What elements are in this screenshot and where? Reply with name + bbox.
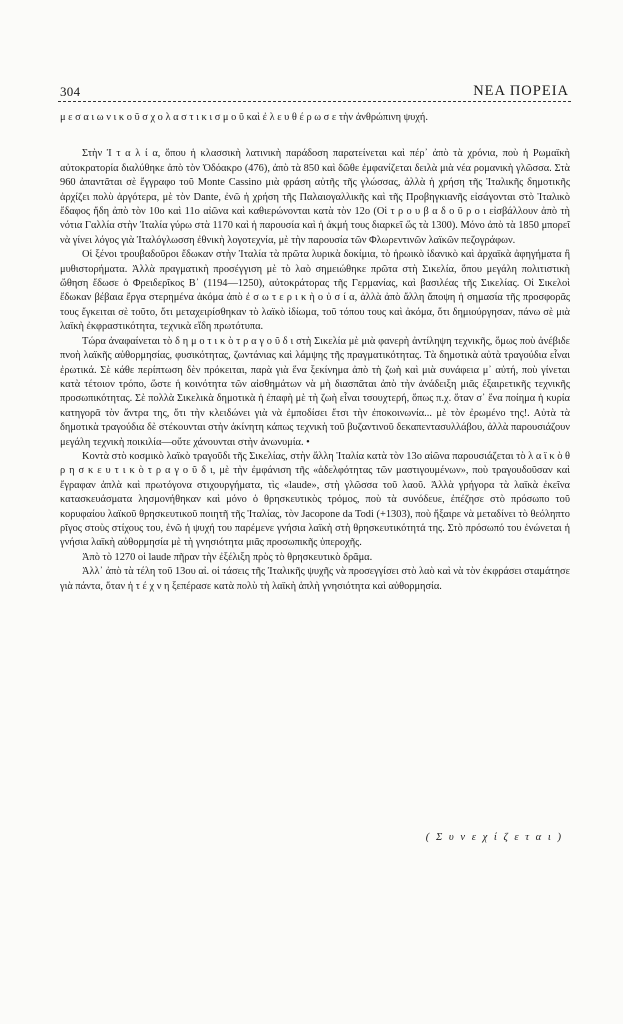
paragraph-troubadours: Οἱ ξένοι τρουβαδοῦροι ἔδωκαν στὴν Ἰταλία τὰ πρῶτα λυρικὰ δοκίμια, τὸ ἡρωικὸ ἰδανικὸ καὶ ἀρχαϊκὰ ἀφηγήματα ἢ μυθιστορήματα. Ἀλλὰ πραγματικὴ προσέγγιση μὲ τὸ λαὸ σημειώθηκε πρῶτα στὴ Σικελία, ὅπου μεγάλη πολιτιστικὴ ὤθηση ἔδωσε ὁ Φρειδερῖκος Β᾿ (1194—1250), αὐτοκράτορας τῆς Γερμανίας, καὶ βασιλέας τῆς Σικελίας. Οἱ Σικελοὶ ἔδωκαν βέβαια ἔργα στερημένα ἀκόμα ἀπὸ ἐ σ ω τ ε ρ ι κ ὴ ο ὐ σ ί α, ἀλλὰ ἀπὸ ἄλλη ἄποψη ἡ σημασία τῆς προσφορᾶς τους ἔγκειται σὲ τοῦτο, ὅτι μεταχειρίσθηκαν τὸ λαϊκὸ ἰδίωμα, τοῦ τόπου τους καὶ ἀκόμα, ὅτι δημιούργησαν, πάνω σὲ μιὰ λαϊκὴ ἐκφραστικότητα, τεχνικὰ εἴδη πρωτότυπα. [60, 249, 570, 333]
paragraph-religious-song: Κοντὰ στὸ κοσμικὸ λαϊκὸ τραγοῦδι τῆς Σικελίας, στὴν ἄλλη Ἰταλία κατὰ τὸν 13ο αἰῶνα παρουσιάζεται τὸ λ α ϊ κ ὸ θ ρ η σ κ ε υ τ ι κ ὸ τ ρ α γ ο ῦ δ ι, μὲ τὴν ἐμφάνιση τῆς «ἀδελφότητας τῶν μαστιγουμένων», ποὺ τραγουδοῦσαν καὶ ἔγραφαν ἁπλὰ καὶ πρωτόγονα στιχουργήματα, τὶς «laude», στὴ γλῶσσα τοῦ λαοῦ. Ἀλλὰ γρήγορα τὰ λαϊκὰ ἐκεῖνα κατασκευάσματα λησμονήθηκαν καὶ μόνο ὁ θρησκευτικὸς τρόμος, ποὺ τὰ συνόδευε, ἐπέζησε στὸ πρόσωπο τοῦ κορυφαίου λαϊκοῦ θρησκευτικοῦ ποιητῆ τῆς Ἰταλίας, τὸν Jacopone da Todi (+1303), ποὺ ἤξαιρε νὰ μεταδίνει τὸ θεόληπτο ρῖγος στοὺς στίχους του, ἐνῶ ἡ ψυχή του παρέμενε γνήσια λαϊκὴ στὴ θρησκευτικότητά της. Στὸ πρόσωπό του ἑνώνεται ἡ γνήσια λαϊκὴ αὐθορμησία μὲ τὴ γνησιότητα μιᾶς προσωπικῆς ὑπεροχῆς. [60, 450, 570, 549]
paragraph-continued: μ ε σ α ι ω ν ι κ ο ῦ σ χ ο λ α σ τ ι κ ι σ μ ο ῦ καὶ ἐ λ ε υ θ έ ρ ω σ ε τὴν ἀνθρώπινη ψυχή. [60, 112, 428, 123]
paragraph-italy: Στὴν Ἰ τ α λ ί α, ὅπου ἡ κλασσικὴ λατινικὴ παράδοση παρατείνεται καὶ πέρ᾿ ἀπὸ τὰ χρόνια, ποὺ ἡ Ρωμαϊκὴ αὐτοκρατορία διαλύθηκε ἀπὸ τὸν Ὀδόακρο (476), ἀπὸ τὰ 850 καὶ δῶθε ἐμφανίζεται δειλὰ μιὰ νέα ρομανικὴ γλῶσσα. Στὰ 960 ἀπαντᾶται σὲ ἔγγραφο τοῦ Monte Cassino μιὰ φράση αὐτῆς τῆς γλώσσας, ἀλλὰ ἡ χρήση τῆς Ἰταλικῆς δημοτικῆς ἀρχίζει πολὺ ἀργότερα, μὲ τὸν Dante, ἐνῶ ἡ χρήση τῆς Παλαιογαλλικῆς καὶ τῆς Προβηγκιανῆς εἰσάγονται στὸ Ἰταλικὸ ἔδαφος ἤδη ἀπὸ τὸν 10ο καὶ 11ο αἰῶνα καὶ καθιερώνονται κατὰ τὸν 12ο (Οἱ τ ρ ο υ β α δ ο ῦ ρ ο ι εἰσβάλλουν ἀπὸ τὴ νότια Γαλλία στὴν Ἰταλία γύρω στὰ 1170 καὶ ἡ παρουσία καὶ ἡ ἀκμή τους διαρκεῖ ὥς τὰ 1300). Μόνο ἀπὸ τὰ 1850 μπορεῖ νὰ γίνει λόγος γιὰ Ἰταλόγλωσση ἐθνικὴ λογοτεχνία, μὲ τὴν παρουσία τῶν Φλωρεντινῶν λαϊκῶν πεζογράφων. [60, 148, 570, 246]
running-head [60, 74, 569, 100]
paragraph-laude-drama: Ἀπὸ τὸ 1270 οἱ laude πῆραν τὴν ἐξέλιξη πρὸς τὸ θρησκευτικὸ δρᾶμα. [82, 551, 373, 563]
journal-title: ΝΕΑ ΠΟΡΕΙΑ [473, 83, 569, 99]
continued-note: ( Σ υ ν ε χ ί ζ ε τ α ι ) [425, 832, 563, 843]
header-divider [58, 101, 571, 102]
article-body [60, 111, 570, 594]
paragraph-conclusion: Ἀλλ᾿ ἀπὸ τὰ τέλη τοῦ 13ου αἰ. οἱ τάσεις τῆς Ἰταλικῆς ψυχῆς νὰ προσεγγίσει στὸ λαὸ καὶ νὰ τὸν ἐκφράσει σταμάτησε γιὰ πάντα, ὅταν ἡ τ έ χ ν η ξεπέρασε κατὰ πολὺ τὴ λαϊκὴ ἁπλὴ γνησιότητα καὶ αὐθορμησία. [60, 566, 570, 592]
paragraph-folk-song: Τώρα ἀναφαίνεται τὸ δ η μ ο τ ι κ ὸ τ ρ α γ ο ῦ δ ι στὴ Σικελία μὲ μιὰ φανερὴ ἀντίληψη τεχνικῆς, ὅμως ποὺ ἀνέβιδε πνοὴ λαϊκῆς αὐθορμησίας, φυσικότητας, ζωντάνιας καὶ λάμψης τῆς πραγματικότητας. Τὰ δημοτικὰ αὐτὰ τραγούδια εἶναι ἐρωτικά. Σὲ κάθε περίπτωση δὲν πρόκειται, παρὰ γιὰ ἕνα ξεκίνημα ἀπὸ τὴ ζωὴ καὶ μιὰ συνάφεια μ᾿ αὐτή, ποὺ γίνεται κατὰ τέτοιον τρόπο, ὥστε ἡ κοινότητα τῶν αἰσθημάτων νὰ μὴ διασπᾶται ἀπὸ τὴν ἀνάδειξη μιᾶς ἐξαιρετικῆς τεχνικῆς προσωπικότητας. Σὲ πολλὰ Σικελικὰ δημοτικὰ ἡ ἐπαφὴ μὲ τὴ ζωὴ εἶναι τσουχτερή, ὅπως π.χ. ὅταν σ᾿ ἕνα ποίημα ἡ κυρία κατηγορᾶ τὸν ἄντρα της, ὅτι τὴν κλειδώνει γιὰ νὰ ἐμποδίσει ἔτσι τὴν ἐποκοινωνία... μὲ τὸν ἐρωμένο της!. Αὐτὰ τὰ δημοτικὰ τραγούδια δὲ στέκουνται στὴν ἀκίνητη κάπως τεχνικὴ τοῦ βυζαντινοῦ δεκαπεντασυλλάβου, ἀλλὰ παρουσιάζουν μεγάλη τεχνικὴ ποικιλία—οὔτε χάνουνται στὴν ἀνωνυμία. • [60, 335, 570, 448]
paragraph-spacer [60, 125, 570, 147]
page-number: 304 [60, 84, 81, 99]
